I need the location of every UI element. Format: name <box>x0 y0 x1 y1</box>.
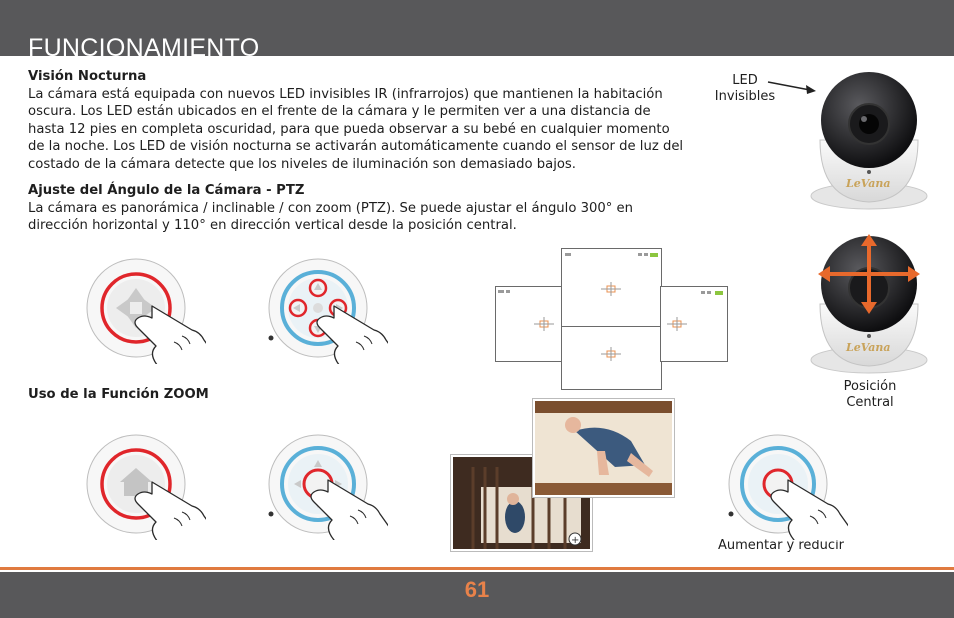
screen-top-view <box>561 248 662 328</box>
svg-text:+: + <box>571 535 580 546</box>
brand-logo: LeVana <box>846 341 891 354</box>
night-vision-paragraph: La cámara está equipada con nuevos LED invisibles IR (infrarrojos) que mantienen la habitación oscura. Los LED están ubicados en el frente de la cámara y le permiten ver a una distancia de hasta 12 pies en completa oscuridad, para que pueda observar a su bebé en cualquier momento de la noche. Los LED de visión nocturna se activarán automáticamente cuando el sensor de luz del costado de la cámara detecte que los niveles de iluminación son demasiado bajos. <box>28 86 684 172</box>
remote-arrow-press-illustration <box>86 258 206 364</box>
led-invisible-label: LED Invisibles <box>714 73 776 104</box>
crosshair-icon <box>661 287 727 361</box>
remote-zoom-press-illustration <box>268 434 388 540</box>
crosshair-icon <box>562 249 661 327</box>
crosshair-icon <box>562 327 661 389</box>
night-vision-section <box>28 68 688 173</box>
screen-bottom-view <box>561 326 662 390</box>
page-number: 61 <box>464 577 490 602</box>
baby-zoomed-image <box>535 401 672 495</box>
crosshair-icon <box>496 287 562 361</box>
zoom-heading: Uso de la Función ZOOM <box>28 387 209 402</box>
ptz-section <box>28 182 688 235</box>
baby-crib-photo-zoomed <box>533 399 674 497</box>
remote-zoom-in-out-illustration <box>728 434 848 540</box>
brand-logo: LeVana <box>846 177 891 190</box>
night-vision-heading: Visión Nocturna <box>28 69 147 84</box>
ptz-paragraph: La cámara es panorámica / inclinable / con zoom (PTZ). Se puede ajustar el ángulo 300° en dirección horizontal y 110° en dirección vertical desde la posición central. <box>28 200 634 233</box>
page-header <box>0 0 954 62</box>
zoom-in-out-label: Aumentar y reducir <box>717 538 845 553</box>
ptz-heading: Ajuste del Ángulo de la Cámara - PTZ <box>28 183 305 198</box>
page-footer <box>0 572 954 618</box>
footer-accent-line <box>0 567 954 570</box>
screen-left-view <box>495 286 563 362</box>
center-position-label: Posición Central <box>843 379 897 410</box>
remote-home-press-illustration <box>86 434 206 540</box>
remote-direction-pad-illustration <box>268 258 388 364</box>
page-title: FUNCIONAMIENTO <box>28 34 260 62</box>
screen-right-view <box>660 286 728 362</box>
